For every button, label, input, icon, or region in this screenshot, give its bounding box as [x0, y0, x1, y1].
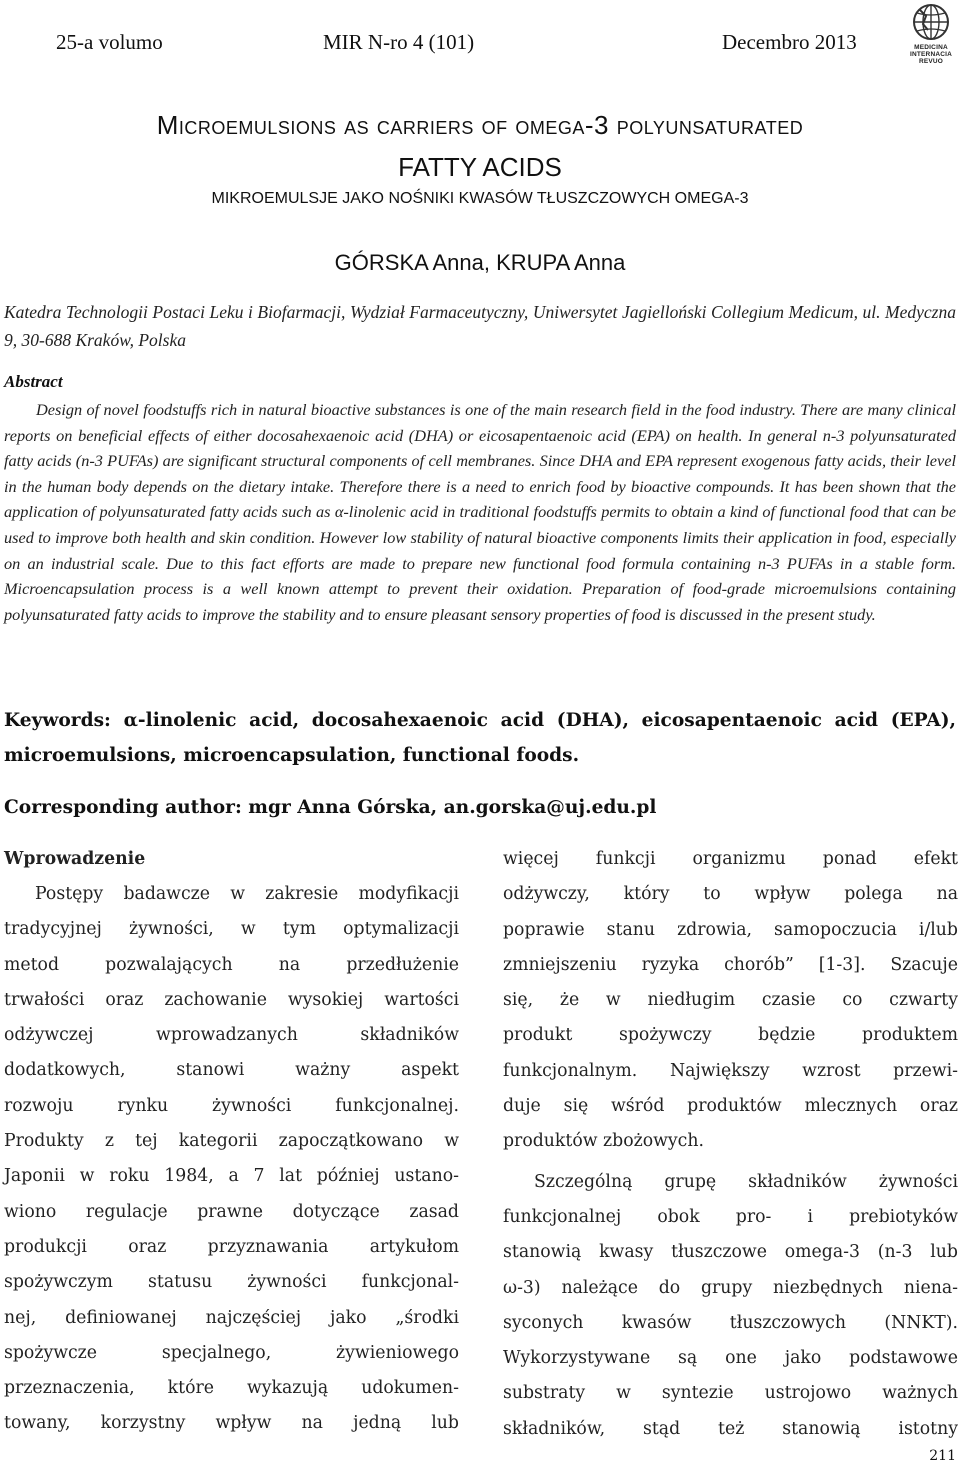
text-line: produktów zbożowych. — [503, 1131, 704, 1152]
text-line: nej, definiowanej najczęściej jako „środki — [4, 1307, 459, 1328]
text-line: trwałości oraz zachowanie wysokiej wartości — [4, 989, 459, 1010]
text-line: produkcji oraz przyznawania artykułom — [4, 1236, 459, 1257]
left-column — [4, 842, 459, 1442]
text-line: Szczególną grupę składników żywności — [534, 1171, 958, 1192]
text-line: poprawie stanu zdrowia, samopoczucia i/lub — [503, 919, 958, 940]
text-line: duje się wśród produktów mlecznych oraz — [503, 1096, 958, 1117]
text-line: Wykorzystywane są one jako podstawowe — [503, 1348, 958, 1369]
section-heading: Wprowadzenie — [4, 849, 146, 869]
text-line: rozwoju rynku żywności funkcjonalnej. — [4, 1095, 459, 1116]
text-line: się, że w niedługim czasie co czwarty — [503, 990, 958, 1011]
abstract-heading: Abstract — [4, 372, 63, 391]
text-line: Japonii w roku 1984, a 7 lat później ustano- — [4, 1166, 459, 1187]
left-column-text — [4, 877, 459, 1442]
affiliation: Katedra Technologii Postaci Leku i Biofarmacji, Wydział Farmaceutyczny, Uniwersytet Jagielloński Collegium Medicum, ul. Medyczna 9, 30-688 Kraków, Polska — [4, 302, 956, 350]
polish-title: MIKROEMULSJE JAKO NOŚNIKI KWASÓW TŁUSZCZOWYCH OMEGA-3 — [211, 190, 749, 207]
text-line: zmniejszeniu ryzyka chorób” [1-3]. Szacuje — [503, 954, 958, 975]
text-line: funkcjonalnej obok pro- i prebiotyków — [503, 1206, 958, 1227]
text-line: tradycyjnej żywności, w tym optymalizacji — [4, 919, 459, 940]
journal-logo — [906, 2, 956, 70]
header-volume: 25-a volumo — [56, 30, 163, 54]
abstract-text: Design of novel foodstuffs rich in natural bioactive substances is one of the main research field in the food industry. There are many clinical reports on beneficial effects of either docosahexaenoic acid (DHA) or eicosapentaenoic acid (EPA) on health. In general n-3 polyunsaturated fatty acids (n-3 PUFAs) are significant structural components of cell membranes. Since DHA and EPA represent exogenous fatty acids, their level in the human body depends on the dietary intake. Therefore there is a need to enrich food by bioactive compounds. It has been shown that the application of polyunsaturated fatty acids such as α-linolenic acid in traditional foodstuffs permits to obtain a kind of functional food that can be used to improve both health and skin condition. However low stability of natural bioactive components limits their application in food, especially on an industrial scale. Due to this fact efforts are made to prepare new functional food formula containing n-3 PUFAs in a stable form. Microencapsulation process is a well known attempt to prevent their oxidation. Preparation of food-grade microemulsions containing polyunsaturated fatty acids to improve the stability and to ensure pleasant sensory properties of food is discussed in the present study. — [4, 400, 956, 624]
authors: GÓRSKA Anna, KRUPA Anna — [334, 250, 626, 275]
abstract-body — [4, 397, 956, 627]
text-line: metod pozwalających na przedłużenie — [4, 954, 459, 975]
text-line: więcej funkcji organizmu ponad efekt — [503, 849, 958, 869]
text-line: produkt spożywczy będzie produktem — [503, 1025, 958, 1046]
text-line: spożywcze specjalnego, żywieniowego — [4, 1342, 459, 1363]
text-line: odżywczej wprowadzanych składników — [4, 1025, 459, 1046]
text-line: Postępy badawcze w zakresie modyfikacji — [35, 884, 459, 904]
text-line: spożywczym statusu żywności funkcjonal- — [4, 1272, 459, 1293]
logo-text: MEDICINA INTERNACIA REVUO — [909, 44, 953, 65]
text-line: ω-3) należące do grupy niezbędnych niena- — [503, 1277, 958, 1298]
header-date: Decembro 2013 — [722, 30, 857, 54]
header-issue: MIR N-ro 4 (101) — [323, 30, 475, 54]
globe-icon — [906, 2, 956, 42]
text-line: syconych kwasów tłuszczowych (NNKT). — [503, 1312, 958, 1333]
text-line: składników, stąd też stanowią istotny — [503, 1418, 958, 1439]
text-line: dodatkowych, stanowi ważny aspekt — [4, 1060, 459, 1081]
keywords: Keywords: α-linolenic acid, docosahexaenoic acid (DHA), eicosapentaenoic acid (EPA), microemulsions, microencapsulation, functional foods. — [4, 710, 956, 766]
running-header — [0, 30, 960, 58]
text-line: towany, korzystny wpływ na jedną lub — [4, 1413, 459, 1434]
text-line: Produkty z tej kategorii zapoczątkowano w — [4, 1131, 459, 1152]
text-line: odżywczy, który to wpływ polega na — [503, 884, 958, 905]
title-line-2: FATTY ACIDS — [398, 152, 562, 182]
right-paragraph-2 — [503, 1165, 958, 1447]
title-line-1: Microemulsions as carriers of omega-3 polyunsaturated — [156, 110, 804, 140]
text-line: przeznaczenia, które wykazują udokumen- — [4, 1378, 459, 1399]
right-column — [503, 842, 958, 1447]
text-line: wiono regulacje prawne dotyczące zasad — [4, 1201, 459, 1222]
text-line: stanowią kwasy tłuszczowe omega-3 (n-3 lub — [503, 1242, 958, 1263]
page-number: 211 — [929, 1448, 956, 1464]
text-line: substraty w syntezie ustrojowo ważnych — [503, 1383, 958, 1404]
text-line: funkcjonalnym. Największy wzrost przewi- — [503, 1060, 958, 1081]
right-paragraph-1 — [503, 842, 958, 1160]
corresponding-author: Corresponding author: mgr Anna Górska, an.gorska@uj.edu.pl — [4, 797, 657, 818]
